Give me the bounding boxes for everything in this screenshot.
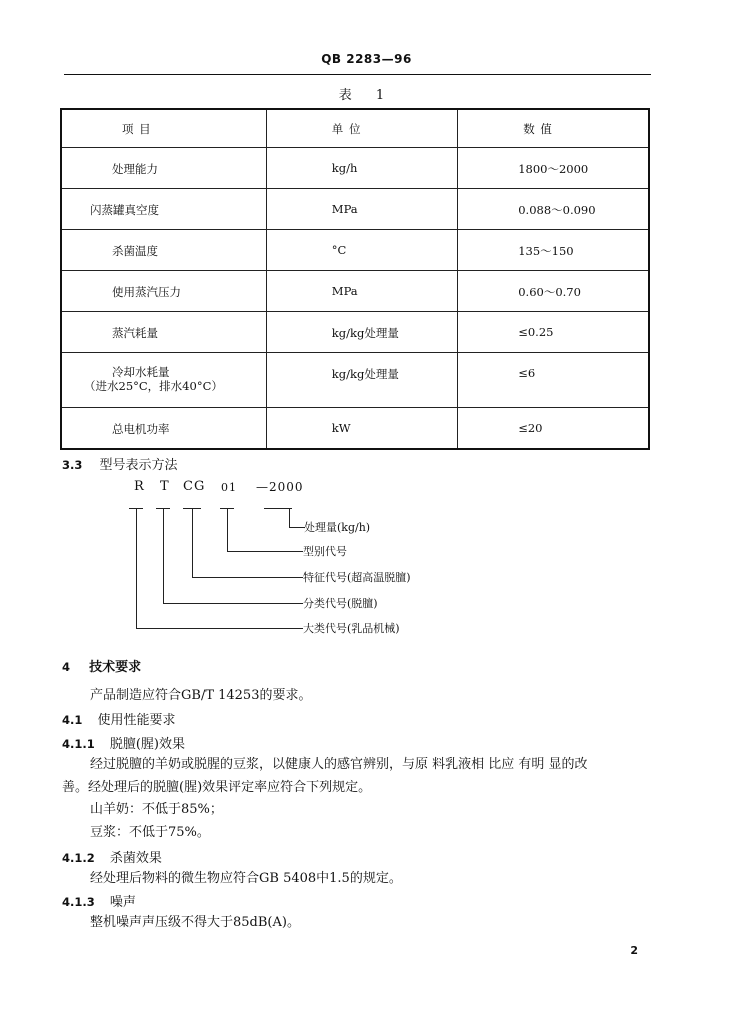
page-number: 2 — [630, 944, 638, 957]
section-title: 噪声 — [109, 895, 136, 910]
table-row — [61, 189, 649, 230]
header-rule — [64, 74, 651, 75]
cell-value — [458, 408, 649, 450]
section-number: 4.1 — [62, 713, 83, 727]
cell-value — [458, 148, 649, 189]
cell-item — [61, 148, 266, 189]
section-4-1-2-heading — [62, 847, 162, 866]
cell-item-text: 冷却水耗量 — [112, 365, 170, 379]
label-capacity: 处理量(kg/h) — [304, 521, 371, 534]
cell-item — [61, 271, 266, 312]
leader-line — [163, 603, 303, 604]
table-row — [61, 353, 649, 408]
cell-item-text: 使用蒸汽压力 — [112, 285, 181, 299]
section-4-1-3-text: 整机噪声声压级不得大于85dB(A)。 — [90, 915, 300, 930]
section-number: 4.1.1 — [62, 737, 95, 751]
label-feature-code: 特征代号(超高温脱膻) — [303, 571, 411, 584]
section-4-1-1-line1: 经过脱膻的羊奶或脱腥的豆浆，以健康人的感官辨别，与原 料乳液相 比应 有明 显的改 — [90, 757, 588, 772]
cell-unit — [266, 312, 457, 353]
section-number: 3.3 — [62, 458, 83, 472]
table-row — [61, 230, 649, 271]
table-row — [61, 408, 649, 450]
section-3-3-heading — [62, 454, 177, 473]
cell-value-text: ≤0.25 — [518, 325, 554, 339]
spec-table — [60, 108, 650, 450]
cell-unit-text: MPa — [331, 202, 358, 216]
cell-unit — [266, 353, 457, 408]
section-title: 技术要求 — [89, 660, 142, 675]
cell-unit-text: °C — [331, 243, 347, 257]
standard-code: QB 2283—96 — [321, 52, 412, 66]
col-header-value-label: 数 值 — [523, 121, 553, 136]
leader-line — [192, 577, 303, 578]
cell-item — [61, 408, 266, 450]
cell-item-note: （进水25°C，排水40°C） — [84, 379, 223, 393]
label-type-code: 型别代号 — [303, 545, 347, 558]
cell-value — [458, 353, 649, 408]
cell-unit-text: kg/kg处理量 — [331, 326, 399, 340]
col-header-unit-label: 单 位 — [331, 121, 362, 136]
cell-value-text: 0.60～0.70 — [518, 285, 581, 299]
cell-value — [458, 271, 649, 312]
cell-value-text: 0.088～0.090 — [518, 203, 596, 217]
col-header-value — [458, 109, 649, 148]
cell-value-text: ≤20 — [518, 421, 543, 435]
leader-line — [192, 509, 193, 577]
col-header-item-label: 项 目 — [122, 121, 152, 136]
cell-item — [61, 230, 266, 271]
cell-unit-text: kg/kg处理量 — [331, 367, 399, 381]
section-number: 4.1.2 — [62, 851, 95, 865]
section-4-1-2-text: 经处理后物料的微生物应符合GB 5408中1.5的规定。 — [90, 871, 402, 886]
cell-item-text: 闪蒸罐真空度 — [90, 203, 159, 217]
table-row — [61, 148, 649, 189]
soy-milk-requirement: 豆浆：不低于75%。 — [90, 825, 210, 840]
cell-item-text: 处理能力 — [112, 162, 158, 176]
goat-milk-requirement: 山羊奶：不低于85%； — [90, 802, 223, 817]
col-header-unit — [266, 109, 457, 148]
cell-value-text: 135～150 — [518, 244, 574, 258]
section-title: 杀菌效果 — [109, 851, 162, 866]
cell-unit-text: MPa — [331, 284, 358, 298]
col-header-item — [61, 109, 266, 148]
cell-unit — [266, 408, 457, 450]
cell-unit — [266, 230, 457, 271]
cell-unit — [266, 271, 457, 312]
section-4-intro: 产品制造应符合GB/T 14253的要求。 — [90, 688, 312, 703]
cell-item — [61, 312, 266, 353]
cell-item — [61, 189, 266, 230]
cell-value-text: ≤6 — [518, 366, 536, 380]
cell-value-text: 1800～2000 — [518, 162, 589, 176]
cell-unit — [266, 148, 457, 189]
section-4-1-1-heading — [62, 733, 185, 752]
cell-unit-text: kg/h — [331, 161, 358, 175]
leader-line — [289, 527, 305, 528]
model-code-part-r: R — [134, 479, 145, 494]
table-header-row — [61, 109, 649, 148]
leader-line — [163, 509, 164, 603]
section-number: 4 — [62, 660, 71, 674]
leader-line — [227, 551, 303, 552]
model-code-part-type: 01 — [221, 481, 237, 494]
leader-line — [136, 509, 137, 628]
underline — [264, 508, 292, 509]
cell-item-text: 蒸汽耗量 — [112, 326, 158, 340]
label-category-code: 大类代号(乳品机械) — [303, 622, 400, 635]
cell-value — [458, 230, 649, 271]
cell-item — [61, 353, 266, 408]
section-4-heading — [62, 656, 141, 675]
cell-item-text: 杀菌温度 — [112, 244, 158, 258]
section-number: 4.1.3 — [62, 895, 95, 909]
leader-line — [136, 628, 303, 629]
table-row — [61, 312, 649, 353]
cell-value — [458, 189, 649, 230]
section-4-1-1-line2: 善。经处理后的脱膻(腥)效果评定率应符合下列规定。 — [62, 780, 372, 795]
label-class-code: 分类代号(脱膻) — [303, 597, 378, 610]
section-title: 型号表示方法 — [99, 458, 178, 473]
cell-value — [458, 312, 649, 353]
section-title: 脱膻(腥)效果 — [109, 737, 185, 752]
cell-unit — [266, 189, 457, 230]
table-row — [61, 271, 649, 312]
model-code-part-cg: CG — [183, 479, 206, 494]
table-title: 表 1 — [338, 88, 395, 103]
leader-line — [289, 509, 290, 527]
model-code-part-capacity: —2000 — [256, 480, 304, 494]
section-4-1-heading — [62, 709, 175, 728]
section-title: 使用性能要求 — [97, 713, 176, 728]
cell-item-text: 总电机功率 — [112, 422, 170, 436]
model-code-part-t: T — [160, 479, 170, 494]
cell-unit-text: kW — [331, 421, 351, 435]
section-4-1-3-heading — [62, 891, 136, 910]
leader-line — [227, 509, 228, 551]
